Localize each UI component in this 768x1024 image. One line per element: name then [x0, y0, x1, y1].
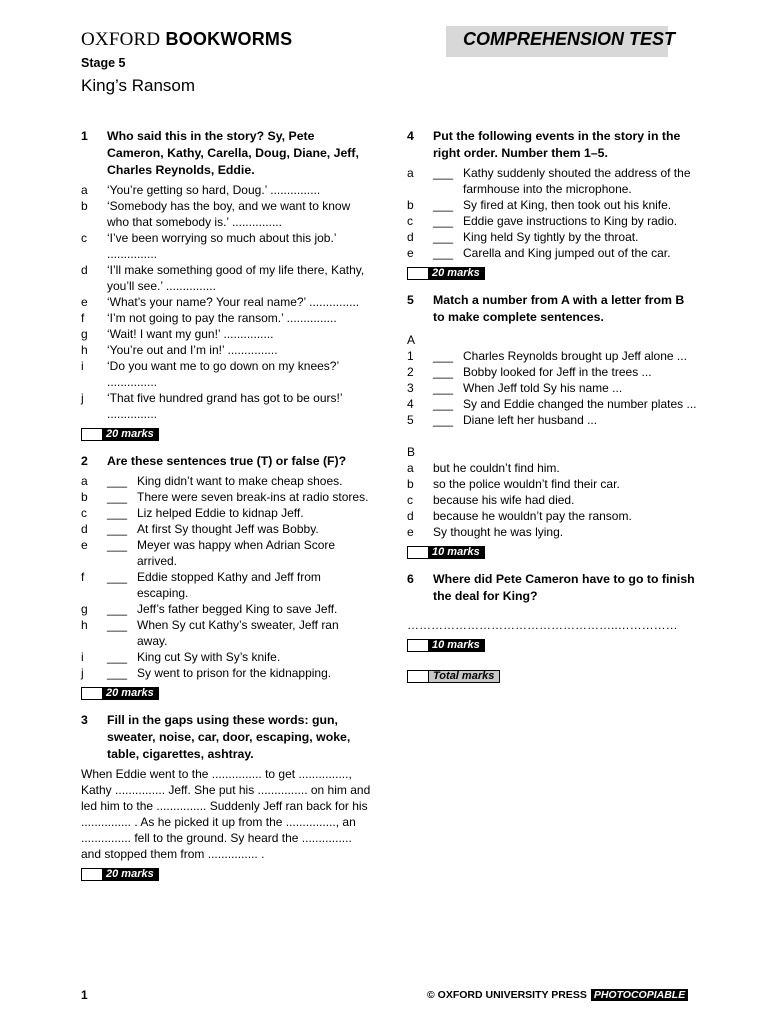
item-number: 4: [407, 397, 414, 411]
page-title: King’s Ransom: [81, 76, 196, 95]
question-5: [407, 292, 697, 326]
item-letter: b: [407, 477, 414, 491]
question-2-items: [81, 473, 371, 681]
item-text: Liz helped Eddie to kidnap Jeff.: [137, 506, 304, 520]
item-text: There were seven break-ins at radio stores.: [137, 490, 369, 504]
item-text: Kathy suddenly shouted the address of the farmhouse into the microphone.: [463, 166, 691, 196]
marks-label: 20 marks: [428, 267, 485, 280]
list-item: [81, 489, 371, 505]
question-prompt: Where did Pete Cameron have to go to finish the deal for King?: [433, 572, 695, 603]
list-item: [81, 505, 371, 521]
question-number: 5: [407, 293, 414, 307]
item-number: 5: [407, 413, 414, 427]
item-letter: b: [81, 490, 88, 504]
item-text: so the police wouldn’t find their car.: [433, 477, 620, 491]
question-prompt: Match a number from A with a letter from B to make complete sentences.: [433, 293, 685, 324]
total-marks-label: Total marks: [428, 670, 500, 683]
question-prompt: Fill in the gaps using these words: gun, sweater, noise, car, door, escaping, woke, table, cigarettes, ashtray.: [107, 713, 351, 761]
question-5-list-a: [407, 348, 697, 428]
list-b-label: B: [407, 445, 416, 459]
question-number: 6: [407, 572, 414, 586]
item-letter: g: [81, 602, 88, 616]
answer-blank[interactable]: ___: [107, 506, 128, 520]
item-text: ‘Do you want me to go down on my knees?’ ...............: [107, 359, 339, 389]
marks-label: 20 marks: [102, 687, 159, 700]
item-text: Sy went to prison for the kidnapping.: [137, 666, 332, 680]
list-item: [81, 649, 371, 665]
answer-blank[interactable]: ___: [433, 365, 454, 379]
list-item: [407, 229, 697, 245]
list-item: [81, 230, 371, 262]
score-entry-box[interactable]: [81, 687, 102, 700]
marks-box: [407, 639, 697, 652]
answer-blank[interactable]: ___: [433, 214, 454, 228]
marks-box: [81, 868, 371, 881]
answer-blank[interactable]: ___: [107, 618, 128, 632]
item-letter: e: [407, 525, 414, 539]
item-text: King cut Sy with Sy’s knife.: [137, 650, 281, 664]
list-a-label: A: [407, 333, 416, 347]
list-item: [407, 460, 697, 476]
question-6: [407, 571, 697, 605]
list-item: [81, 390, 371, 422]
item-letter: j: [81, 391, 84, 405]
item-letter: c: [407, 214, 413, 228]
item-letter: e: [407, 246, 414, 260]
left-column: [81, 128, 371, 881]
list-item: [81, 294, 371, 310]
answer-line[interactable]: ……………………………………………..……………: [407, 618, 678, 632]
item-text: ‘Somebody has the boy, and we want to know who that somebody is.’ ...............: [107, 199, 351, 229]
item-letter: h: [81, 618, 88, 632]
marks-label: 20 marks: [102, 428, 159, 441]
list-item: [407, 165, 697, 197]
question-2: [81, 453, 371, 470]
score-entry-box[interactable]: [407, 267, 428, 280]
stage-label: Stage 5: [81, 56, 126, 70]
item-letter: i: [81, 359, 84, 373]
item-text: When Jeff told Sy his name ...: [463, 381, 623, 395]
item-text: Eddie gave instructions to King by radio.: [463, 214, 678, 228]
item-text: King held Sy tightly by the throat.: [463, 230, 639, 244]
item-letter: f: [81, 311, 85, 325]
item-text: ‘That five hundred grand has got to be ours!’ ...............: [107, 391, 343, 421]
item-letter: g: [81, 327, 88, 341]
list-item: [407, 396, 697, 412]
list-item: [407, 364, 697, 380]
question-1-items: [81, 182, 371, 422]
marks-label: 10 marks: [428, 546, 485, 559]
question-1: [81, 128, 371, 179]
question-3: [81, 712, 371, 763]
list-item: [407, 380, 697, 396]
item-letter: d: [81, 263, 88, 277]
list-item: [81, 521, 371, 537]
item-number: 2: [407, 365, 414, 379]
list-item: [81, 342, 371, 358]
question-4-items: [407, 165, 697, 261]
marks-box: [407, 267, 697, 280]
list-item: [407, 197, 697, 213]
page-number: 1: [81, 988, 88, 1002]
item-letter: i: [81, 650, 84, 664]
question-5-list-b: [407, 460, 697, 540]
list-item: [81, 198, 371, 230]
item-letter: e: [81, 295, 88, 309]
total-score-entry-box[interactable]: [407, 670, 428, 683]
list-item: [81, 617, 371, 649]
right-column: [407, 128, 697, 683]
answer-blank[interactable]: ___: [107, 570, 128, 584]
item-text: ‘What’s your name? Your real name?’ ...............: [107, 295, 360, 309]
answer-blank[interactable]: ___: [107, 490, 128, 504]
item-number: 3: [407, 381, 414, 395]
list-item: [81, 358, 371, 390]
question-4: [407, 128, 697, 162]
marks-box: [81, 687, 371, 700]
answer-blank[interactable]: ___: [107, 522, 128, 536]
brand-bookworms: BOOKWORMS: [165, 29, 293, 49]
item-text: Eddie stopped Kathy and Jeff from escaping.: [137, 570, 321, 600]
item-letter: b: [81, 199, 88, 213]
item-text: At first Sy thought Jeff was Bobby.: [137, 522, 319, 536]
list-item: [81, 537, 371, 569]
item-letter: j: [81, 666, 84, 680]
list-item: [407, 508, 697, 524]
marks-label: 20 marks: [102, 868, 159, 881]
item-letter: e: [81, 538, 88, 552]
answer-blank[interactable]: ___: [433, 349, 454, 363]
item-text: Sy and Eddie changed the number plates ...: [463, 397, 697, 411]
answer-blank[interactable]: ___: [433, 397, 454, 411]
list-item: [81, 665, 371, 681]
marks-box: [81, 428, 371, 441]
score-entry-box[interactable]: [407, 639, 428, 652]
item-text: Carella and King jumped out of the car.: [463, 246, 671, 260]
item-letter: c: [81, 231, 87, 245]
item-text: but he couldn’t find him.: [433, 461, 560, 475]
item-letter: d: [81, 522, 88, 536]
list-item: [81, 569, 371, 601]
answer-blank[interactable]: ___: [107, 602, 128, 616]
item-letter: b: [407, 198, 414, 212]
question-number: 4: [407, 129, 414, 143]
answer-blank[interactable]: ___: [433, 166, 454, 180]
item-text: ‘You’re out and I’m in!’ ...............: [107, 343, 278, 357]
badge-label: COMPREHENSION TEST: [463, 29, 676, 49]
item-letter: h: [81, 343, 88, 357]
list-item: [407, 348, 697, 364]
item-text: because he wouldn’t pay the ransom.: [433, 509, 632, 523]
answer-blank[interactable]: ___: [107, 666, 128, 680]
comprehension-test-badge: [446, 26, 676, 57]
answer-blank[interactable]: ___: [433, 413, 454, 427]
answer-blank[interactable]: ___: [107, 474, 128, 488]
item-letter: a: [407, 461, 414, 475]
item-text: ‘You’re getting so hard, Doug.’ ...............: [107, 183, 321, 197]
list-item: [407, 492, 697, 508]
question-number: 2: [81, 454, 88, 468]
marks-box: [407, 546, 697, 559]
question-number: 1: [81, 129, 88, 143]
list-item: [407, 213, 697, 229]
item-text: King didn’t want to make cheap shoes.: [137, 474, 343, 488]
score-entry-box[interactable]: [81, 868, 102, 881]
item-text: Diane left her husband ...: [463, 413, 598, 427]
list-item: [81, 262, 371, 294]
photocopiable-badge: PHOTOCOPIABLE: [591, 989, 688, 1001]
list-item: [81, 473, 371, 489]
item-text: Jeff’s father begged King to save Jeff.: [137, 602, 338, 616]
item-text: ‘I’ll make something good of my life there, Kathy, you’ll see.’ ...............: [107, 263, 365, 293]
list-item: [81, 601, 371, 617]
list-item: [81, 310, 371, 326]
answer-blank[interactable]: ___: [107, 538, 128, 552]
score-entry-box[interactable]: [407, 546, 428, 559]
question-prompt: Put the following events in the story in the right order. Number them 1–5.: [433, 129, 681, 160]
item-letter: a: [81, 474, 88, 488]
answer-blank[interactable]: ___: [433, 381, 454, 395]
item-text: Meyer was happy when Adrian Score arrived.: [137, 538, 336, 568]
item-number: 1: [407, 349, 414, 363]
question-prompt: Are these sentences true (T) or false (F)?: [107, 454, 347, 468]
list-item: [81, 182, 371, 198]
publisher-brand: [81, 29, 292, 51]
item-text: ‘I’m not going to pay the ransom.’ ...............: [107, 311, 337, 325]
list-item: [407, 245, 697, 261]
item-text: Bobby looked for Jeff in the trees ...: [463, 365, 652, 379]
item-letter: a: [407, 166, 414, 180]
list-item: [407, 412, 697, 428]
question-prompt: Who said this in the story? Sy, Pete Cameron, Kathy, Carella, Doug, Diane, Jeff, Charles Reynolds, Eddie.: [107, 129, 359, 177]
marks-label: 10 marks: [428, 639, 485, 652]
answer-blank[interactable]: ___: [433, 246, 454, 260]
item-text: because his wife had died.: [433, 493, 575, 507]
score-entry-box[interactable]: [81, 428, 102, 441]
list-item: [81, 326, 371, 342]
question-number: 3: [81, 713, 88, 727]
item-letter: c: [407, 493, 413, 507]
list-item: [407, 476, 697, 492]
footer-publisher: [427, 989, 688, 1001]
answer-blank[interactable]: ___: [107, 650, 128, 664]
item-text: Sy thought he was lying.: [433, 525, 564, 539]
answer-blank[interactable]: ___: [433, 198, 454, 212]
copyright-text: © OXFORD UNIVERSITY PRESS: [427, 989, 587, 1001]
brand-oxford: OXFORD: [81, 29, 161, 50]
item-text: When Sy cut Kathy’s sweater, Jeff ran away.: [137, 618, 339, 648]
item-letter: f: [81, 570, 85, 584]
item-text: ‘Wait! I want my gun!’ ...............: [107, 327, 274, 341]
gap-fill-paragraph: When Eddie went to the ............... to get ..............., Kathy ............... Jeff. She put his ............... on him and led him to the ............... Suddenly Jeff ran back for his ............... . As he picked it up from the ..............., an ............... fell to the ground. Sy heard the ............... and stopped them from ............... .: [81, 767, 371, 861]
item-text: ‘I’ve been worrying so much about this job.’ ...............: [107, 231, 337, 261]
item-letter: d: [407, 509, 414, 523]
item-text: Sy fired at King, then took out his knife.: [463, 198, 672, 212]
item-letter: c: [81, 506, 87, 520]
list-item: [407, 524, 697, 540]
total-marks-box: [407, 670, 697, 683]
answer-blank[interactable]: ___: [433, 230, 454, 244]
item-letter: a: [81, 183, 88, 197]
item-letter: d: [407, 230, 414, 244]
item-text: Charles Reynolds brought up Jeff alone ...: [463, 349, 687, 363]
